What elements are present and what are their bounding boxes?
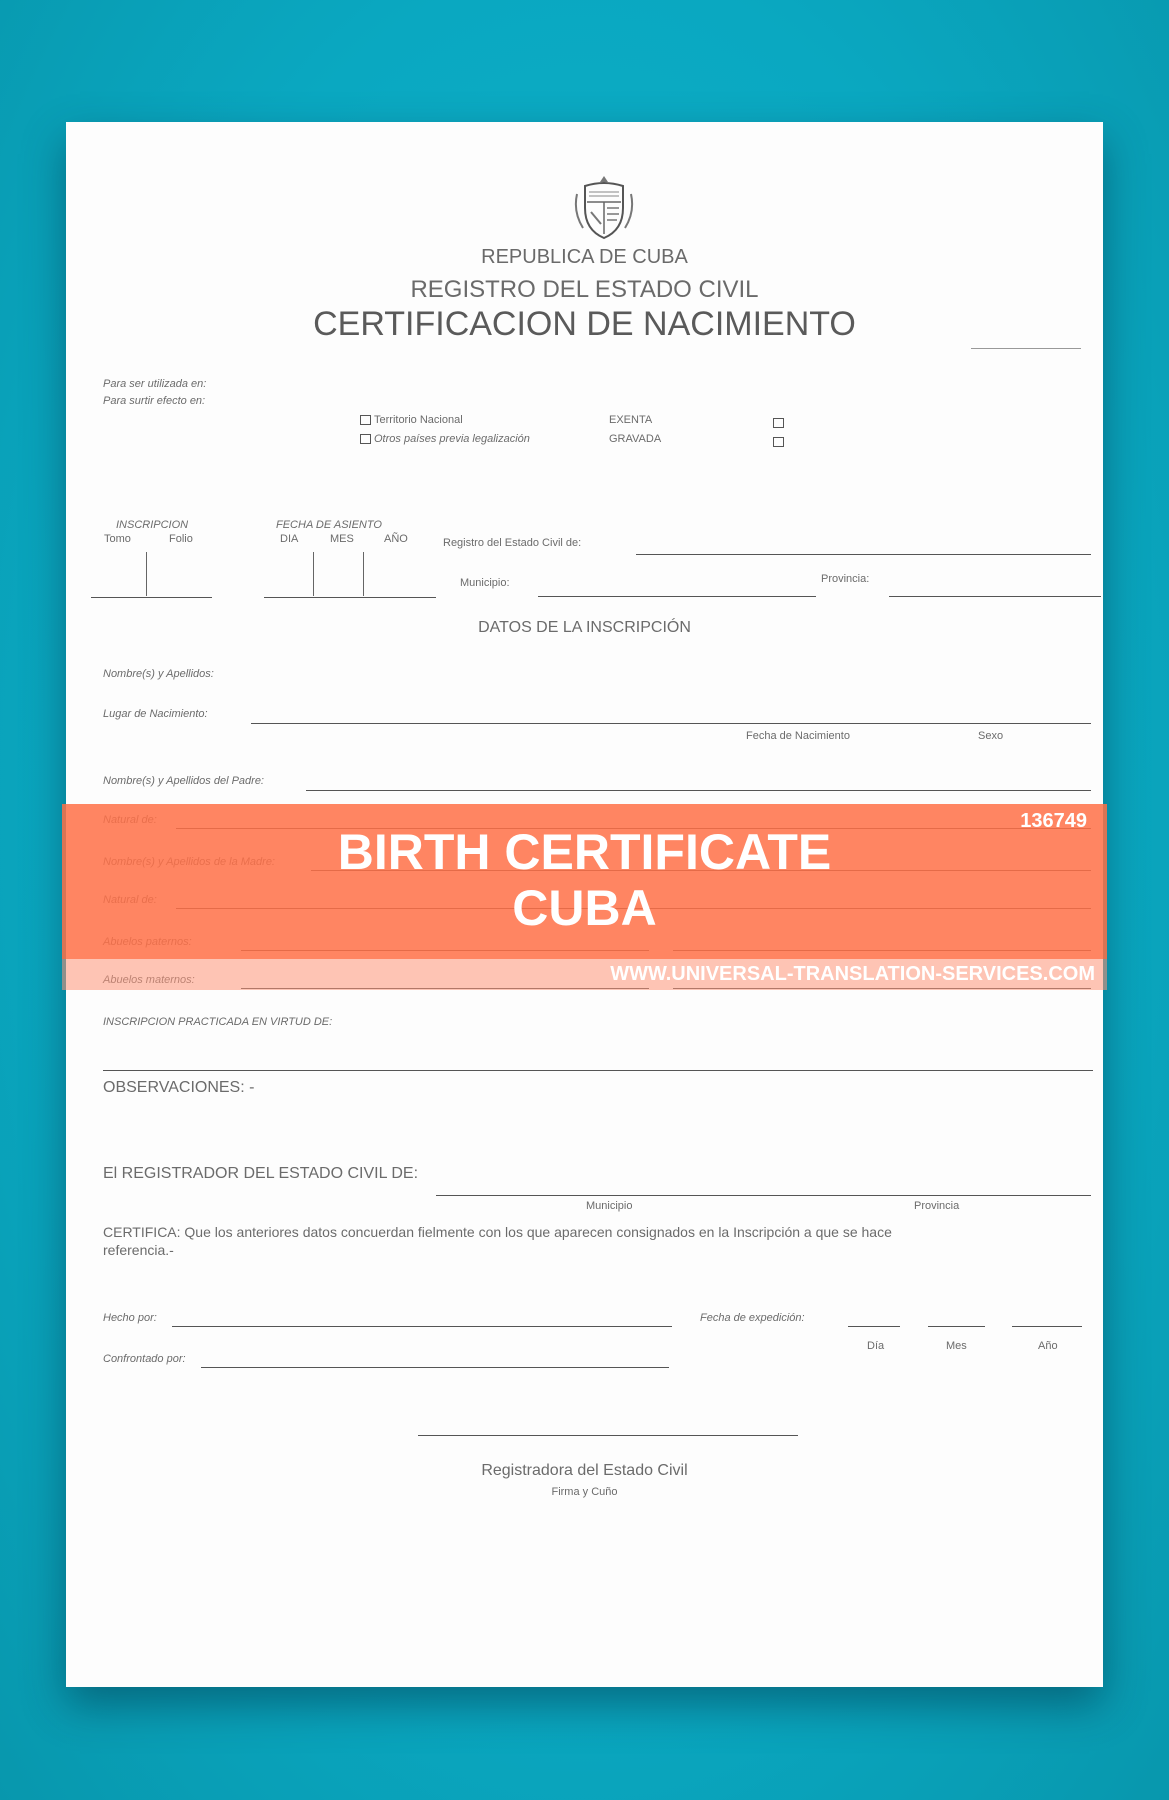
hecho-por-field[interactable] [172,1326,672,1327]
padre-field[interactable] [306,790,1091,791]
country-name: REPUBLICA DE CUBA [481,246,688,268]
fecha-expedicion-label: Fecha de expedición: [700,1312,805,1324]
tomo-label: Tomo [104,533,131,545]
inscription-heading: INSCRIPCION [116,519,189,531]
mes-divider [363,552,364,596]
registry-name: REGISTRO DEL ESTADO CIVIL [410,276,759,303]
effect-in-label: Para surtir efecto en: [103,395,206,407]
signature-sub: Firma y Cuño [551,1486,618,1498]
banner-subtitle: CUBA [512,880,657,936]
tomo-divider [146,552,147,596]
signature-line[interactable] [418,1435,798,1436]
confrontado-por-field[interactable] [201,1367,669,1368]
practicada-field[interactable] [103,1070,1093,1071]
provincia-field[interactable] [889,596,1101,597]
dia-label: DIA [280,533,299,545]
banner-number: 136749 [1020,810,1087,832]
registrador-field[interactable] [436,1195,1091,1196]
fecha-asiento-heading: FECHA DE ASIENTO [276,519,382,531]
signature-title: Registradora del Estado Civil [481,1462,688,1479]
option-national-label: Territorio Nacional [374,414,463,426]
gravada-label: GRAVADA [609,433,662,445]
practicada-label: INSCRIPCION PRACTICADA EN VIRTUD DE: [103,1016,333,1028]
municipio-field[interactable] [538,596,816,597]
nombres-label: Nombre(s) y Apellidos: [103,668,214,680]
observaciones-label: OBSERVACIONES: - [103,1079,255,1096]
mes-label: MES [330,533,354,545]
watermark-banner [62,804,1107,959]
registro-field[interactable] [636,554,1091,555]
certifica-text-2: referencia.- [103,1242,174,1258]
sexo-label: Sexo [978,730,1004,742]
datos-heading: DATOS DE LA INSCRIPCIÓN [478,619,691,636]
expedicion-mes-field[interactable] [928,1326,985,1327]
registrador-label: El REGISTRADOR DEL ESTADO CIVIL DE: [103,1165,419,1182]
registro-label: Registro del Estado Civil de: [443,537,582,549]
used-in-label: Para ser utilizada en: [103,378,207,390]
padre-label: Nombre(s) y Apellidos del Padre: [103,775,264,787]
checkbox-other[interactable] [360,434,371,444]
hecho-por-label: Hecho por: [103,1312,157,1324]
certifica-text: CERTIFICA: Que los anteriores datos concuerdan fielmente con los que aparecen consignados en la Inscripción a que se hace [103,1224,892,1240]
expedicion-dia-field[interactable] [848,1326,900,1327]
banner-title: BIRTH CERTIFICATE [337,824,832,880]
document-title: CERTIFICACION DE NACIMIENTO [313,305,856,343]
provincia-label: Provincia: [821,573,870,585]
expedicion-mes-label: Mes [946,1340,967,1352]
checkbox-national[interactable] [360,415,371,425]
confrontado-por-label: Confrontado por: [103,1353,186,1365]
registrador-municipio-label: Municipio [586,1200,633,1212]
fecha-nacimiento-label: Fecha de Nacimiento [746,730,850,742]
expedicion-anio-field[interactable] [1012,1326,1082,1327]
option-national[interactable] [360,414,463,426]
dia-divider [313,552,314,596]
option-other-label: Otros países previa legalización [374,433,530,445]
fecha-asiento-line [264,597,436,598]
corner-line [971,348,1081,349]
municipio-label: Municipio: [460,577,510,589]
tomo-folio-line [91,597,212,598]
anio-label: AÑO [384,533,408,545]
watermark-url-strip [62,959,1107,990]
exenta-label: EXENTA [609,414,653,426]
banner-url[interactable]: WWW.UNIVERSAL-TRANSLATION-SERVICES.COM [610,963,1095,985]
registrador-provincia-label: Provincia [914,1200,960,1212]
expedicion-dia-label: Día [867,1340,885,1352]
folio-label: Folio [169,533,193,545]
checkbox-gravada[interactable] [773,437,784,447]
option-other[interactable] [360,433,530,445]
lugar-label: Lugar de Nacimiento: [103,708,208,720]
coat-of-arms-icon [573,172,635,244]
expedicion-anio-label: Año [1038,1340,1058,1352]
checkbox-exenta[interactable] [773,418,784,428]
lugar-field[interactable] [251,723,1091,724]
